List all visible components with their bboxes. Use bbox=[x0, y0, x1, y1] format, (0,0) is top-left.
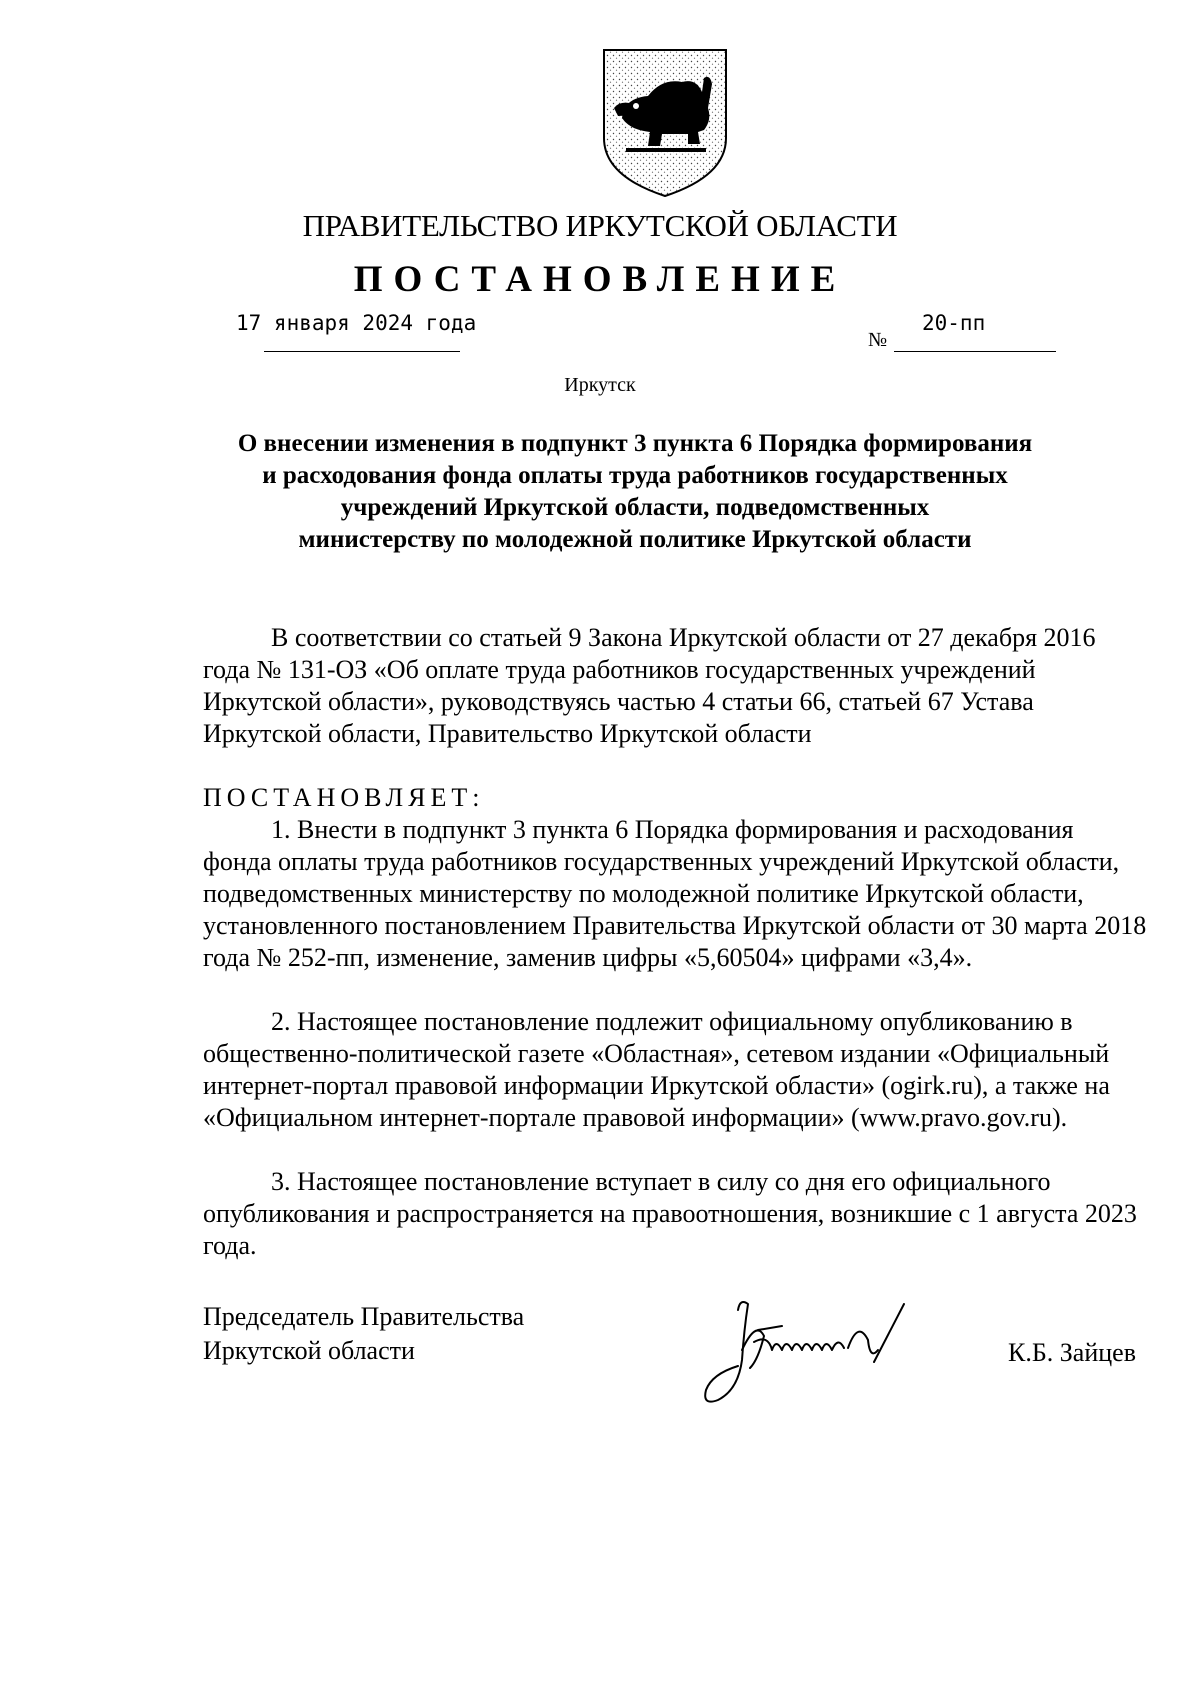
document-type: ПОСТАНОВЛЕНИЕ bbox=[353, 259, 847, 300]
document-date: 17 января 2024 года bbox=[236, 311, 477, 335]
city: Иркутск bbox=[564, 374, 636, 396]
heading-line: министерству по молодежной политике Иркутской области bbox=[298, 526, 972, 553]
clause-2: 2. Настоящее постановление подлежит официальному опубликованию в общественно-политической газете «Областная», сетевом издании «Официальный интернет-портал правовой информации Иркутской области» (ogirk.ru), а также на «Официальном интернет-портале правовой информации» (www.pravo.gov.ru). bbox=[203, 1007, 1110, 1132]
signer-position-line: Председатель Правительства bbox=[203, 1302, 525, 1331]
number-underline bbox=[894, 351, 1056, 352]
document-heading bbox=[210, 428, 1060, 556]
signer-name: К.Б. Зайцев bbox=[1008, 1338, 1136, 1367]
heading-line: О внесении изменения в подпункт 3 пункта 6 Порядка формирования bbox=[237, 430, 1033, 457]
heading-line: учреждений Иркутской области, подведомственных bbox=[340, 494, 930, 521]
coat-of-arms-icon bbox=[600, 48, 730, 198]
signature-icon bbox=[698, 1290, 968, 1420]
signer-position bbox=[203, 1300, 524, 1368]
clause-1: 1. Внести в подпункт 3 пункта 6 Порядка формирования и расходования фонда оплаты труда работников государственных учреждений Иркутской области, подведомственных министерству по молодежной политике Иркутской области, установленного постановлением Правительства Иркутской области от 30 марта 2018 года № 252-пп, изменение, заменив цифры «5,60504» цифрами «3,4». bbox=[203, 815, 1147, 972]
document-number: 20-пп bbox=[922, 311, 986, 335]
government-title: ПРАВИТЕЛЬСТВО ИРКУТСКОЙ ОБЛАСТИ bbox=[302, 208, 898, 243]
date-field bbox=[236, 311, 477, 335]
clause-3: 3. Настоящее постановление вступает в силу со дня его официального опубликования и распространяется на правоотношения, возникшие с 1 августа 2023 года. bbox=[203, 1167, 1137, 1260]
number-sign: № bbox=[868, 329, 888, 351]
decree-word: ПОСТАНОВЛЯЕТ: bbox=[203, 783, 485, 812]
date-underline bbox=[264, 351, 460, 352]
heading-line: и расходования фонда оплаты труда работников государственных bbox=[262, 462, 1008, 489]
preamble-paragraph: В соответствии со статьей 9 Закона Иркутской области от 27 декабря 2016 года № 131-ОЗ «Об оплате труда работников государственных учреждений Иркутской области», руководствуясь частью 4 статьи 66, статьей 67 Устава Иркутской области, Правительство Иркутской области bbox=[203, 623, 1096, 748]
signer-position-line: Иркутской области bbox=[203, 1336, 415, 1365]
